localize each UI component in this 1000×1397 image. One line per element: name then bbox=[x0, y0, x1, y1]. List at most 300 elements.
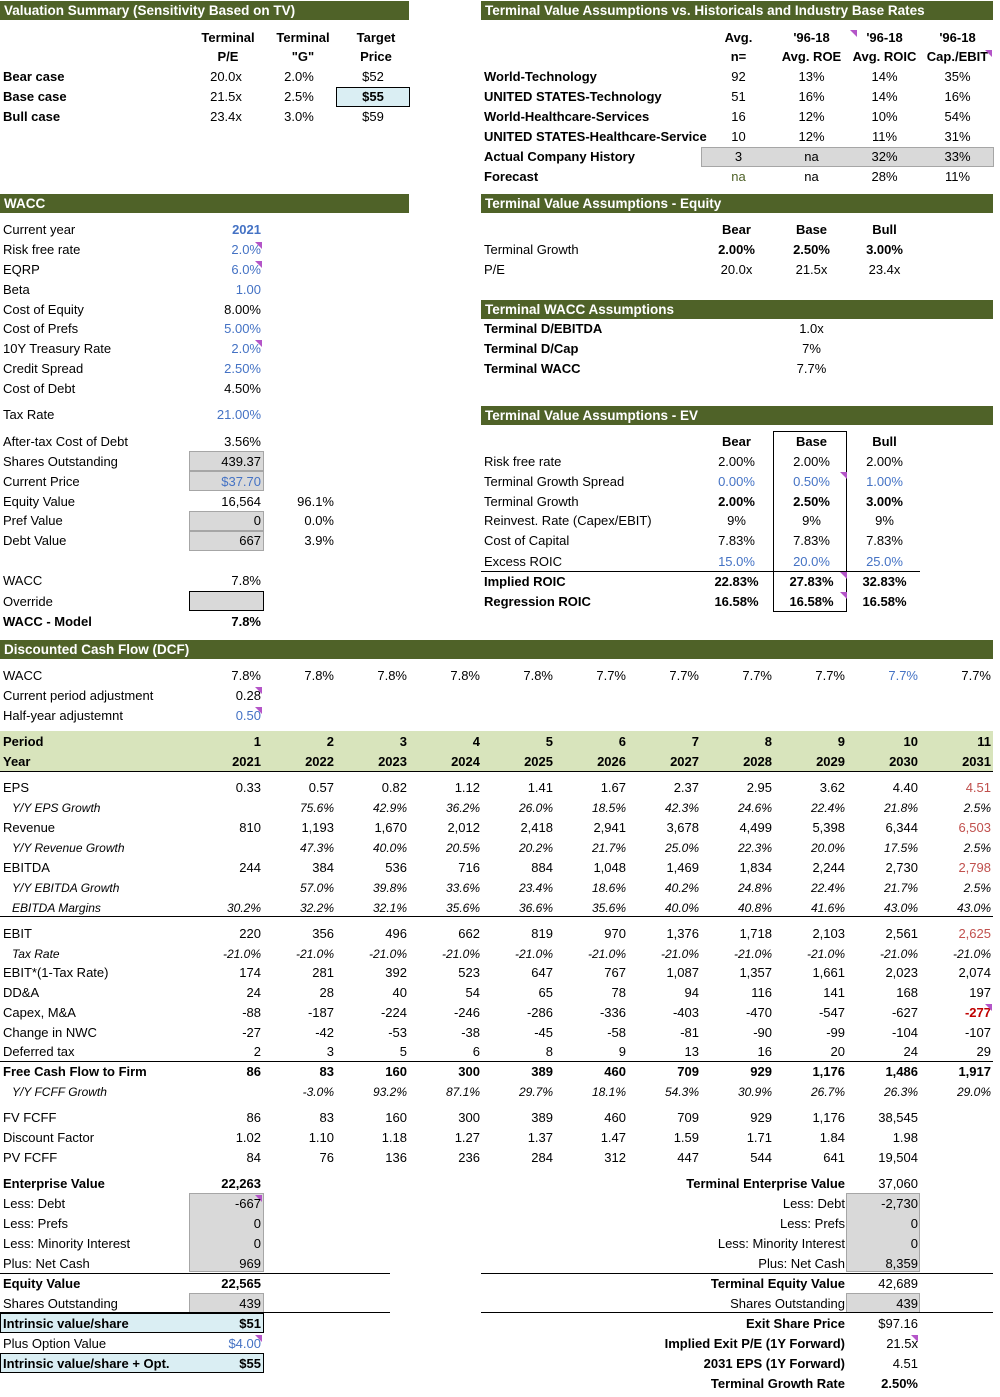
dcf-label: Free Cash Flow to Firm bbox=[3, 1064, 147, 1079]
dcf-label: Revenue bbox=[3, 820, 56, 835]
avg-roic: 11% bbox=[871, 129, 898, 144]
column-header: Price bbox=[360, 49, 392, 64]
dcf-value: -21.0% bbox=[733, 947, 772, 961]
dcf-value: 6,503 bbox=[958, 820, 991, 835]
dcf-value: 40 bbox=[392, 985, 407, 1000]
terminal-wacc-label: Terminal D/EBITDA bbox=[484, 321, 603, 336]
dcf-value: 1.67 bbox=[600, 780, 626, 795]
dcf-value bbox=[920, 1129, 991, 1147]
year-value: 2030 bbox=[889, 754, 918, 769]
dcf-value: 2,418 bbox=[520, 820, 553, 835]
sample-size: 10 bbox=[731, 129, 746, 144]
tev-label: 2031 EPS (1Y Forward) bbox=[703, 1356, 845, 1371]
dcf-value: 236 bbox=[458, 1150, 480, 1165]
tev-value: 0 bbox=[910, 1236, 918, 1251]
dcf-value: 1.47 bbox=[600, 1130, 626, 1145]
avg-roic: 14% bbox=[871, 89, 898, 104]
dcf-value: 1.98 bbox=[892, 1130, 918, 1145]
ev-label: Less: Prefs bbox=[3, 1216, 69, 1231]
dcf-value: 767 bbox=[604, 965, 626, 980]
dcf-value: -21.0% bbox=[514, 947, 553, 961]
dcf-label: Discount Factor bbox=[3, 1130, 95, 1145]
column-header: Target bbox=[356, 30, 396, 45]
dcf-value: 3,678 bbox=[666, 820, 699, 835]
terminal-wacc-label: Terminal D/Cap bbox=[484, 341, 579, 356]
dcf-value: 21.7% bbox=[591, 841, 626, 855]
weight-pct: 0.0% bbox=[304, 513, 334, 528]
terminal-wacc-value: 1.0x bbox=[799, 321, 824, 336]
dcf-value: 4,499 bbox=[739, 820, 772, 835]
dcf-value: 2,798 bbox=[958, 860, 991, 875]
sample-size: na bbox=[731, 169, 746, 184]
dcf-value: 1,176 bbox=[812, 1110, 845, 1125]
ev-label: Less: Debt bbox=[3, 1196, 66, 1211]
dcf-label: EBIT*(1-Tax Rate) bbox=[3, 965, 109, 980]
dcf-value: 21.7% bbox=[883, 881, 918, 895]
dcf-value: 2.5% bbox=[963, 801, 991, 815]
scenario-column-header: Base bbox=[795, 222, 828, 237]
tv-ev-value: 0.00% bbox=[718, 474, 755, 489]
year-value: 2026 bbox=[597, 754, 626, 769]
tv-ev-label: Reinvest. Rate (Capex/EBIT) bbox=[484, 513, 652, 528]
period-number: 11 bbox=[977, 734, 991, 749]
dcf-value: 174 bbox=[239, 965, 261, 980]
dcf-wacc-value: 7.7% bbox=[888, 668, 918, 683]
dcf-value: 24.8% bbox=[737, 881, 772, 895]
dcf-value: 0.57 bbox=[308, 780, 334, 795]
tv-ev-value: 16.58% bbox=[714, 594, 759, 609]
dcf-value: 41.6% bbox=[810, 901, 845, 915]
dcf-label: EBIT bbox=[3, 926, 32, 941]
wacc-value: 2.0% bbox=[231, 341, 261, 356]
dcf-value: 38,545 bbox=[878, 1110, 918, 1125]
dcf-value: 75.6% bbox=[299, 801, 334, 815]
wacc-label: Cost of Equity bbox=[3, 302, 84, 317]
dcf-value: -21.0% bbox=[368, 947, 407, 961]
dcf-wacc-value: 7.8% bbox=[304, 668, 334, 683]
wacc-value: 7.8% bbox=[231, 614, 261, 629]
dcf-value: -21.0% bbox=[587, 947, 626, 961]
column-header: "G" bbox=[291, 49, 315, 64]
dcf-value: -45 bbox=[534, 1025, 553, 1040]
ev-value: 22,565 bbox=[221, 1276, 261, 1291]
dcf-value: 2.95 bbox=[746, 780, 772, 795]
dcf-label: Y/Y FCFF Growth bbox=[12, 1085, 107, 1099]
avg-roe: 12% bbox=[798, 109, 825, 124]
column-header: '96-18 bbox=[939, 30, 976, 45]
dcf-value: 244 bbox=[239, 860, 261, 875]
dcf-value: 810 bbox=[239, 820, 261, 835]
wacc-label: WACC - Model bbox=[3, 614, 92, 629]
tv-equity-value: 2.50% bbox=[793, 242, 830, 257]
dcf-value: 40.8% bbox=[737, 901, 772, 915]
dcf-value: 6,344 bbox=[885, 820, 918, 835]
dcf-value: 389 bbox=[531, 1110, 553, 1125]
dcf-value: 0.82 bbox=[381, 780, 407, 795]
avg-roe: 13% bbox=[798, 69, 825, 84]
dcf-value: -224 bbox=[380, 1005, 407, 1020]
dcf-value: -53 bbox=[388, 1025, 407, 1040]
period-number: 7 bbox=[691, 734, 699, 749]
wacc-label: Pref Value bbox=[3, 513, 63, 528]
dcf-value: 43.0% bbox=[956, 901, 991, 915]
dcf-value: -58 bbox=[607, 1025, 626, 1040]
dcf-value: 2.5% bbox=[963, 881, 991, 895]
dcf-value: 2.5% bbox=[963, 841, 991, 855]
wacc-value: 439.37 bbox=[221, 454, 261, 469]
dcf-label: Y/Y EBITDA Growth bbox=[12, 881, 120, 895]
scenario-column-header: Bear bbox=[722, 434, 751, 449]
dcf-value: 20.0% bbox=[810, 841, 845, 855]
dcf-value: 136 bbox=[385, 1150, 407, 1165]
tev-value: $97.16 bbox=[878, 1316, 918, 1331]
tev-label: Implied Exit P/E (1Y Forward) bbox=[664, 1336, 845, 1351]
divider bbox=[481, 571, 920, 572]
dcf-value: 18.5% bbox=[591, 801, 626, 815]
dcf-value: 5,398 bbox=[812, 820, 845, 835]
wacc-value: 667 bbox=[239, 533, 261, 548]
dcf-value: 2,023 bbox=[885, 965, 918, 980]
period-number: 1 bbox=[253, 734, 261, 749]
dcf-wacc-value: 7.7% bbox=[596, 668, 626, 683]
dcf-value bbox=[920, 1109, 991, 1127]
column-header: '96-18 bbox=[866, 30, 903, 45]
dcf-value: -277 bbox=[964, 1005, 991, 1020]
dcf-value: 1,376 bbox=[666, 926, 699, 941]
dcf-value: 1,718 bbox=[739, 926, 772, 941]
industry-label: Actual Company History bbox=[484, 149, 635, 164]
tv-ev-value: 9% bbox=[727, 513, 746, 528]
dcf-value: 1.18 bbox=[381, 1130, 407, 1145]
scenario-label: Bull case bbox=[3, 109, 61, 124]
dcf-value: 447 bbox=[677, 1150, 699, 1165]
dcf-value: 2,730 bbox=[885, 860, 918, 875]
dcf-value: 1.37 bbox=[527, 1130, 553, 1145]
tv-equity-value: 20.0x bbox=[720, 262, 753, 277]
period-label: Period bbox=[3, 734, 44, 749]
ev-label: Plus: Net Cash bbox=[3, 1256, 90, 1271]
dcf-value: 4.51 bbox=[965, 780, 991, 795]
dcf-value: 32.2% bbox=[299, 901, 334, 915]
dcf-value: 40.2% bbox=[664, 881, 699, 895]
industry-label: World-Technology bbox=[484, 69, 597, 84]
dcf-value: 197 bbox=[969, 985, 991, 1000]
dcf-value: 970 bbox=[604, 926, 626, 941]
tev-value: 42,689 bbox=[878, 1276, 918, 1291]
period-number: 10 bbox=[903, 734, 918, 749]
dcf-value: 2,561 bbox=[885, 926, 918, 941]
dcf-value: 94 bbox=[684, 985, 699, 1000]
tv-ev-value: 27.83% bbox=[789, 574, 834, 589]
dcf-label: FV FCFF bbox=[3, 1110, 57, 1125]
dcf-value bbox=[190, 839, 261, 857]
dcf-value: 26.3% bbox=[883, 1085, 918, 1099]
tv-equity-value: 21.5x bbox=[795, 262, 828, 277]
dcf-value: 26.0% bbox=[518, 801, 553, 815]
dcf-value: 54 bbox=[465, 985, 480, 1000]
wacc-label: Cost of Debt bbox=[3, 381, 76, 396]
dcf-label: Capex, M&A bbox=[3, 1005, 76, 1020]
dcf-value: -88 bbox=[242, 1005, 261, 1020]
dcf-value: 141 bbox=[823, 985, 845, 1000]
terminal-pe: 23.4x bbox=[210, 109, 242, 124]
column-header: Cap./EBIT bbox=[926, 49, 989, 64]
dcf-value: 284 bbox=[531, 1150, 553, 1165]
dcf-value: -107 bbox=[964, 1025, 991, 1040]
dcf-label: WACC bbox=[3, 668, 43, 683]
tev-label: Shares Outstanding bbox=[730, 1296, 845, 1311]
ev-label: Intrinsic value/share bbox=[3, 1316, 129, 1331]
dcf-value: 22.4% bbox=[810, 801, 845, 815]
dcf-value: -246 bbox=[453, 1005, 480, 1020]
ev-value: 0 bbox=[253, 1216, 261, 1231]
dcf-value: -286 bbox=[526, 1005, 553, 1020]
tv-ev-value: 2.00% bbox=[793, 454, 830, 469]
comment-indicator-icon bbox=[985, 1004, 992, 1011]
tv-ev-value: 2.50% bbox=[793, 494, 830, 509]
wacc-value: 3.56% bbox=[224, 434, 261, 449]
dcf-value: 39.8% bbox=[372, 881, 407, 895]
dcf-value: 20 bbox=[830, 1044, 845, 1059]
tv-ev-value: 0.50% bbox=[793, 474, 830, 489]
ev-value: $4.00 bbox=[228, 1336, 261, 1351]
dcf-value: 24 bbox=[903, 1044, 918, 1059]
dcf-value: 1.27 bbox=[454, 1130, 480, 1145]
wacc-value bbox=[180, 593, 261, 611]
dcf-value: 19,504 bbox=[878, 1150, 918, 1165]
dcf-value: 83 bbox=[319, 1110, 334, 1125]
ev-value: -667 bbox=[234, 1196, 261, 1211]
half-year-adjustment: 0.50 bbox=[235, 708, 261, 723]
dcf-value: 29.7% bbox=[518, 1085, 553, 1099]
tev-label: Less: Prefs bbox=[779, 1216, 845, 1231]
avg-roe: 16% bbox=[798, 89, 825, 104]
wacc-value: 2.50% bbox=[224, 361, 261, 376]
terminal-wacc-value: 7% bbox=[802, 341, 821, 356]
comment-indicator-icon bbox=[840, 592, 847, 599]
tv-ev-label: Regression ROIC bbox=[484, 594, 591, 609]
dcf-label: Y/Y Revenue Growth bbox=[12, 841, 125, 855]
tev-label: Terminal Growth Rate bbox=[710, 1376, 845, 1391]
tv-ev-value: 32.83% bbox=[862, 574, 907, 589]
tev-value: 439 bbox=[896, 1296, 918, 1311]
dcf-value: 0.33 bbox=[235, 780, 261, 795]
dcf-value: 83 bbox=[319, 1064, 334, 1079]
dcf-value: 30.9% bbox=[737, 1085, 772, 1099]
dcf-value: -187 bbox=[307, 1005, 334, 1020]
scenario-column-header: Bull bbox=[872, 434, 897, 449]
column-header: Avg. ROIC bbox=[852, 49, 917, 64]
dcf-value: -21.0% bbox=[295, 947, 334, 961]
tv-ev-label: Terminal Growth Spread bbox=[484, 474, 625, 489]
industry-label: World-Healthcare-Services bbox=[484, 109, 650, 124]
avg-roic: 32% bbox=[871, 149, 898, 164]
comment-indicator-icon bbox=[255, 707, 262, 714]
target-price: $55 bbox=[362, 89, 384, 104]
ev-value: $51 bbox=[239, 1316, 261, 1331]
dcf-value: 8 bbox=[545, 1044, 553, 1059]
dcf-wacc-value: 7.7% bbox=[961, 668, 991, 683]
ev-value: $55 bbox=[239, 1356, 261, 1371]
tev-value: 0 bbox=[910, 1216, 918, 1231]
dcf-label: Tax Rate bbox=[12, 947, 60, 961]
dcf-value: 29 bbox=[976, 1044, 991, 1059]
year-value: 2022 bbox=[305, 754, 334, 769]
dcf-label: Change in NWC bbox=[3, 1025, 97, 1040]
tv-equity-value: 3.00% bbox=[866, 242, 903, 257]
dcf-value: 28 bbox=[319, 985, 334, 1000]
dcf-value: -21.0% bbox=[806, 947, 845, 961]
industry-label: UNITED STATES-Technology bbox=[484, 89, 662, 104]
period-number: 3 bbox=[399, 734, 407, 749]
dcf-value: 86 bbox=[246, 1064, 261, 1079]
tev-value: 2.50% bbox=[881, 1376, 918, 1391]
period-number: 8 bbox=[764, 734, 772, 749]
dcf-value: 460 bbox=[604, 1064, 626, 1079]
dcf-value: 84 bbox=[246, 1150, 261, 1165]
sample-size: 16 bbox=[731, 109, 746, 124]
dcf-value: 42.3% bbox=[664, 801, 699, 815]
dcf-value: -42 bbox=[315, 1025, 334, 1040]
dcf-value: 43.0% bbox=[883, 901, 918, 915]
tev-value: -2,730 bbox=[881, 1196, 918, 1211]
wacc-value: 7.8% bbox=[231, 573, 261, 588]
column-header: '96-18 bbox=[793, 30, 830, 45]
dcf-value: 42.9% bbox=[372, 801, 407, 815]
dcf-value: 36.6% bbox=[518, 901, 553, 915]
dcf-value: 86 bbox=[246, 1110, 261, 1125]
dcf-value: 2,625 bbox=[958, 926, 991, 941]
dcf-value: 1,661 bbox=[812, 965, 845, 980]
ev-label: Less: Minority Interest bbox=[3, 1236, 131, 1251]
dcf-value: 25.0% bbox=[664, 841, 699, 855]
wacc-value: 21.00% bbox=[216, 407, 261, 422]
tv-ev-value: 2.00% bbox=[866, 454, 903, 469]
dcf-value: 1.02 bbox=[235, 1130, 261, 1145]
dcf-value: 40.0% bbox=[372, 841, 407, 855]
industry-label: Forecast bbox=[484, 169, 539, 184]
dcf-value: 16 bbox=[757, 1044, 772, 1059]
wacc-value: 2.0% bbox=[231, 242, 261, 257]
dcf-value: 35.6% bbox=[445, 901, 480, 915]
dcf-value: 9 bbox=[618, 1044, 626, 1059]
wacc-label: Shares Outstanding bbox=[3, 454, 118, 469]
dcf-wacc-value: 7.8% bbox=[523, 668, 553, 683]
tv-equity-label: Terminal Growth bbox=[484, 242, 579, 257]
dcf-value: 24.6% bbox=[737, 801, 772, 815]
cap-ebit: 11% bbox=[944, 169, 971, 184]
year-value: 2028 bbox=[743, 754, 772, 769]
tv-ev-value: 25.0% bbox=[866, 554, 903, 569]
wacc-label: Override bbox=[3, 594, 53, 609]
terminal-pe: 20.0x bbox=[210, 69, 242, 84]
dcf-value: 13 bbox=[684, 1044, 699, 1059]
tv-ev-value: 7.83% bbox=[793, 533, 830, 548]
divider bbox=[481, 1273, 993, 1274]
dcf-value: -21.0% bbox=[222, 947, 261, 961]
dcf-value: -336 bbox=[599, 1005, 626, 1020]
cap-ebit: 33% bbox=[944, 149, 971, 164]
tv-ev-value: 7.83% bbox=[866, 533, 903, 548]
terminal-g: 2.5% bbox=[284, 89, 314, 104]
period-number: 5 bbox=[545, 734, 553, 749]
dcf-value: 1,193 bbox=[301, 820, 334, 835]
dcf-value: 1,087 bbox=[666, 965, 699, 980]
dcf-value: 392 bbox=[385, 965, 407, 980]
wacc-value: 0 bbox=[253, 513, 261, 528]
avg-roic: 10% bbox=[871, 109, 898, 124]
dcf-label: DD&A bbox=[3, 985, 40, 1000]
dcf-value: 4.40 bbox=[892, 780, 918, 795]
year-value: 2023 bbox=[378, 754, 407, 769]
wacc-label: Equity Value bbox=[3, 494, 76, 509]
dcf-value: 281 bbox=[312, 965, 334, 980]
dcf-value: 384 bbox=[312, 860, 334, 875]
dcf-value: 300 bbox=[458, 1064, 480, 1079]
dcf-value: 1.71 bbox=[746, 1130, 772, 1145]
dcf-value: 78 bbox=[611, 985, 626, 1000]
column-header: Terminal bbox=[276, 30, 330, 45]
dcf-value bbox=[190, 1083, 261, 1101]
dcf-value: 54.3% bbox=[664, 1085, 699, 1099]
cap-ebit: 35% bbox=[944, 69, 971, 84]
tv-ev-label: Excess ROIC bbox=[484, 554, 563, 569]
dcf-value: 20.5% bbox=[445, 841, 480, 855]
tv-ev-value: 2.00% bbox=[718, 494, 755, 509]
period-number: 2 bbox=[326, 734, 334, 749]
dcf-value: 460 bbox=[604, 1110, 626, 1125]
dcf-value: 17.5% bbox=[883, 841, 918, 855]
dcf-value: 47.3% bbox=[299, 841, 334, 855]
tv-ev-value: 16.58% bbox=[862, 594, 907, 609]
target-price: $52 bbox=[362, 69, 384, 84]
dcf-value: 220 bbox=[239, 926, 261, 941]
comment-indicator-icon bbox=[840, 472, 847, 479]
weight-pct: 96.1% bbox=[297, 494, 334, 509]
comment-indicator-icon bbox=[255, 340, 262, 347]
dcf-value: 1,917 bbox=[958, 1064, 991, 1079]
dcf-value: 647 bbox=[531, 965, 553, 980]
tv-ev-value: 20.0% bbox=[793, 554, 830, 569]
dcf-value: -470 bbox=[745, 1005, 772, 1020]
scenario-column-header: Bear bbox=[722, 222, 751, 237]
tv-ev-value: 2.00% bbox=[718, 454, 755, 469]
divider bbox=[0, 1061, 993, 1062]
dcf-label: Deferred tax bbox=[3, 1044, 75, 1059]
tev-label: Less: Minority Interest bbox=[717, 1236, 845, 1251]
tv-ev-value: 9% bbox=[875, 513, 894, 528]
comment-indicator-icon bbox=[840, 572, 847, 579]
dcf-value: 87.1% bbox=[445, 1085, 480, 1099]
dcf-value: 29.0% bbox=[956, 1085, 991, 1099]
wacc-label: Current year bbox=[3, 222, 76, 237]
tv-ev-value: 16.58% bbox=[789, 594, 834, 609]
ev-label: Intrinsic value/share + Opt. bbox=[3, 1356, 170, 1371]
wacc-label: Beta bbox=[3, 282, 30, 297]
sample-size: 3 bbox=[734, 149, 743, 164]
dcf-value: 20.2% bbox=[518, 841, 553, 855]
dcf-value: 65 bbox=[538, 985, 553, 1000]
wacc-value: 1.00 bbox=[235, 282, 261, 297]
comment-indicator-icon bbox=[850, 30, 857, 37]
terminal-g: 2.0% bbox=[284, 69, 314, 84]
dcf-label: PV FCFF bbox=[3, 1150, 58, 1165]
dcf-value: 1.10 bbox=[308, 1130, 334, 1145]
dcf-value: 389 bbox=[531, 1064, 553, 1079]
wacc-label: Tax Rate bbox=[3, 407, 55, 422]
dcf-value: 160 bbox=[385, 1064, 407, 1079]
dcf-value: -81 bbox=[680, 1025, 699, 1040]
